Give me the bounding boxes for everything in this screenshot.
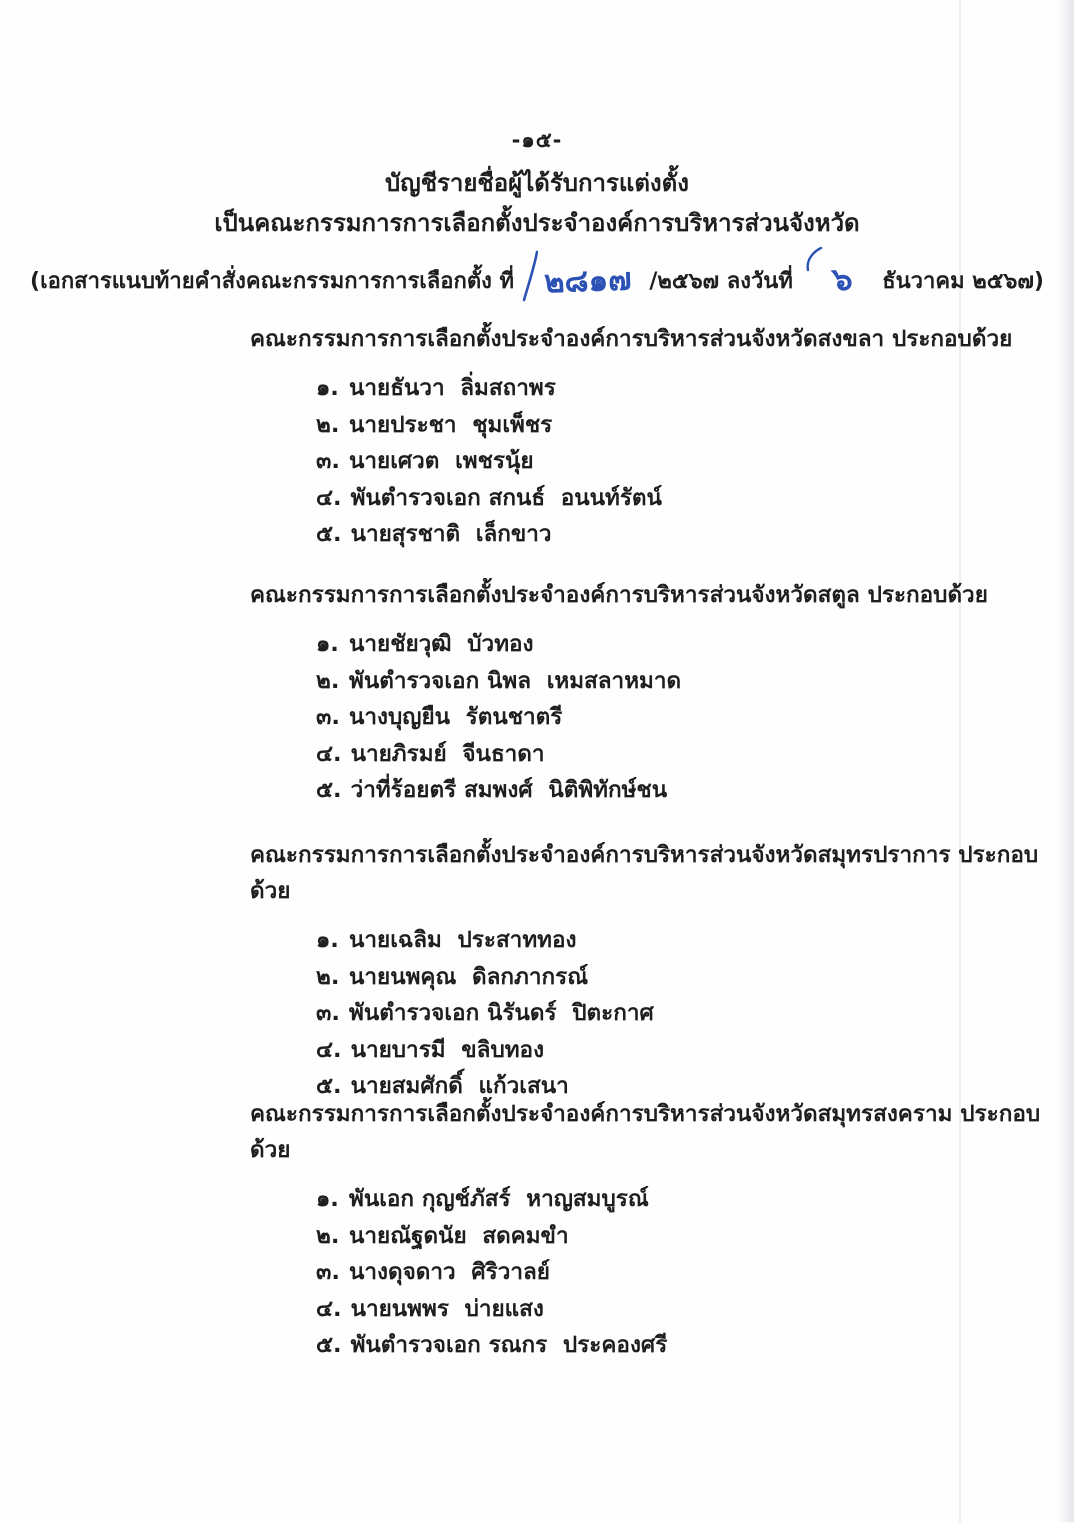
member-item (316, 626, 1074, 663)
member-number: ๕. (316, 777, 342, 803)
member-item (316, 480, 1074, 517)
member-list (316, 1181, 1074, 1364)
document-title-line1: บัญชีรายชื่อผู้ได้รับการแต่งตั้ง (385, 169, 689, 197)
member-item (316, 1181, 1074, 1218)
member-number: ๕. (316, 521, 342, 547)
member-item (316, 443, 1074, 480)
section-heading: คณะกรรมการการเลือกตั้งประจำองค์การบริหารส่วนจังหวัดสตูล ประกอบด้วย (250, 582, 988, 608)
section-heading: คณะกรรมการการเลือกตั้งประจำองค์การบริหารส่วนจังหวัดสงขลา ประกอบด้วย (250, 326, 1013, 352)
member-number: ๑. (316, 927, 339, 953)
member-name: นายนพคุณ ดิลกภากรณ์ (349, 963, 589, 990)
member-number: ๒. (316, 667, 340, 694)
member-item (316, 1327, 1074, 1364)
member-number: ๔. (316, 1295, 342, 1322)
committee-section-songkhla (0, 320, 1074, 553)
member-item (316, 699, 1074, 736)
member-name: พันเอก กุญช์ภัสร์ หาญสมบูรณ์ (349, 1186, 649, 1212)
member-name: พันตำรวจเอก สกนธ์ อนนท์รัตน์ (350, 484, 662, 511)
member-name: นายณัฐดนัย สดคมขำ (349, 1222, 569, 1249)
member-number: ๓. (316, 1000, 340, 1026)
member-item (316, 1032, 1074, 1069)
committee-section-samut-prakan (0, 836, 1074, 1105)
section-heading: คณะกรรมการการเลือกตั้งประจำองค์การบริหารส่วนจังหวัดสมุทรสงคราม ประกอบด้วย (250, 1101, 1041, 1163)
pen-stroke-icon (522, 250, 538, 302)
member-name: นายชัยวุฒิ บัวทอง (349, 631, 534, 657)
member-item (316, 407, 1074, 444)
member-name: นางดุจดาว ศิริวาลย์ (349, 1259, 550, 1285)
member-number: ๓. (316, 448, 340, 474)
page-number: -๑๕- (511, 128, 563, 152)
member-item (316, 995, 1074, 1032)
member-number: ๑. (316, 1186, 339, 1212)
member-name: พันตำรวจเอก รณกร ประคองศรี (350, 1332, 668, 1358)
member-number: ๒. (316, 411, 340, 438)
section-heading: คณะกรรมการการเลือกตั้งประจำองค์การบริหารส่วนจังหวัดสมุทรปราการ ประกอบด้วย (250, 842, 1039, 904)
member-list (316, 922, 1074, 1105)
member-number: ๔. (316, 1036, 342, 1063)
member-number: ๕. (316, 1332, 342, 1358)
member-number: ๓. (316, 1259, 340, 1285)
reference-middle: /๒๕๖๗ ลงวันที่ (649, 269, 793, 294)
member-number: ๕. (316, 1073, 342, 1099)
member-number: ๒. (316, 963, 340, 990)
document-title-line2: เป็นคณะกรรมการการเลือกตั้งประจำองค์การบริหารส่วนจังหวัด (214, 209, 860, 237)
member-name: นายประชา ชุมเพ็ชร (349, 411, 553, 438)
member-name: นายนพพร บ่ายแสง (350, 1295, 544, 1322)
member-item (316, 516, 1074, 553)
member-name: นายภิรมย์ จีนธาดา (350, 740, 545, 767)
member-item (316, 1291, 1074, 1328)
handwritten-order-number: ๒๘๑๗ (543, 261, 633, 301)
member-item (316, 1218, 1074, 1255)
member-item (316, 922, 1074, 959)
member-number: ๔. (316, 484, 342, 511)
committee-section-samut-songkhram (0, 1095, 1074, 1364)
handwritten-day: ๖ (831, 259, 854, 299)
member-name: นายบารมี ขลิบทอง (350, 1036, 545, 1063)
member-name: พันตำรวจเอก นิรันดร์ ปิตะกาศ (349, 1000, 654, 1026)
member-name: นางบุญยืน รัตนชาตรี (349, 704, 563, 730)
member-item (316, 772, 1074, 809)
member-number: ๑. (316, 375, 339, 401)
member-list (316, 626, 1074, 809)
member-name: พันตำรวจเอก นิพล เหมสลาหมาด (349, 667, 682, 694)
reference-prefix: (เอกสารแนบท้ายคำสั่งคณะกรรมการการเลือกตั้ง ที่ (30, 269, 515, 294)
reference-line (0, 246, 1074, 302)
member-number: ๒. (316, 1222, 340, 1249)
committee-section-satun (0, 576, 1074, 809)
pen-tail-icon (801, 246, 823, 272)
member-name: นายเศวต เพชรนุ้ย (349, 448, 534, 474)
member-name: นายสุรชาติ เล็กขาว (350, 521, 552, 547)
member-item (316, 663, 1074, 700)
member-name: นายเฉลิม ประสาททอง (349, 927, 577, 953)
member-list (316, 370, 1074, 553)
member-number: ๑. (316, 631, 339, 657)
member-name: นายธันวา ลิ่มสถาพร (349, 375, 556, 401)
member-item (316, 370, 1074, 407)
member-item (316, 736, 1074, 773)
member-name: นายสมศักดิ์ แก้วเสนา (350, 1073, 569, 1099)
reference-suffix: ธันวาคม ๒๕๖๗) (882, 269, 1044, 294)
member-item (316, 1254, 1074, 1291)
member-number: ๔. (316, 740, 342, 767)
member-number: ๓. (316, 704, 340, 730)
member-name: ว่าที่ร้อยตรี สมพงศ์ นิติพิทักษ์ชน (350, 777, 668, 803)
member-item (316, 959, 1074, 996)
